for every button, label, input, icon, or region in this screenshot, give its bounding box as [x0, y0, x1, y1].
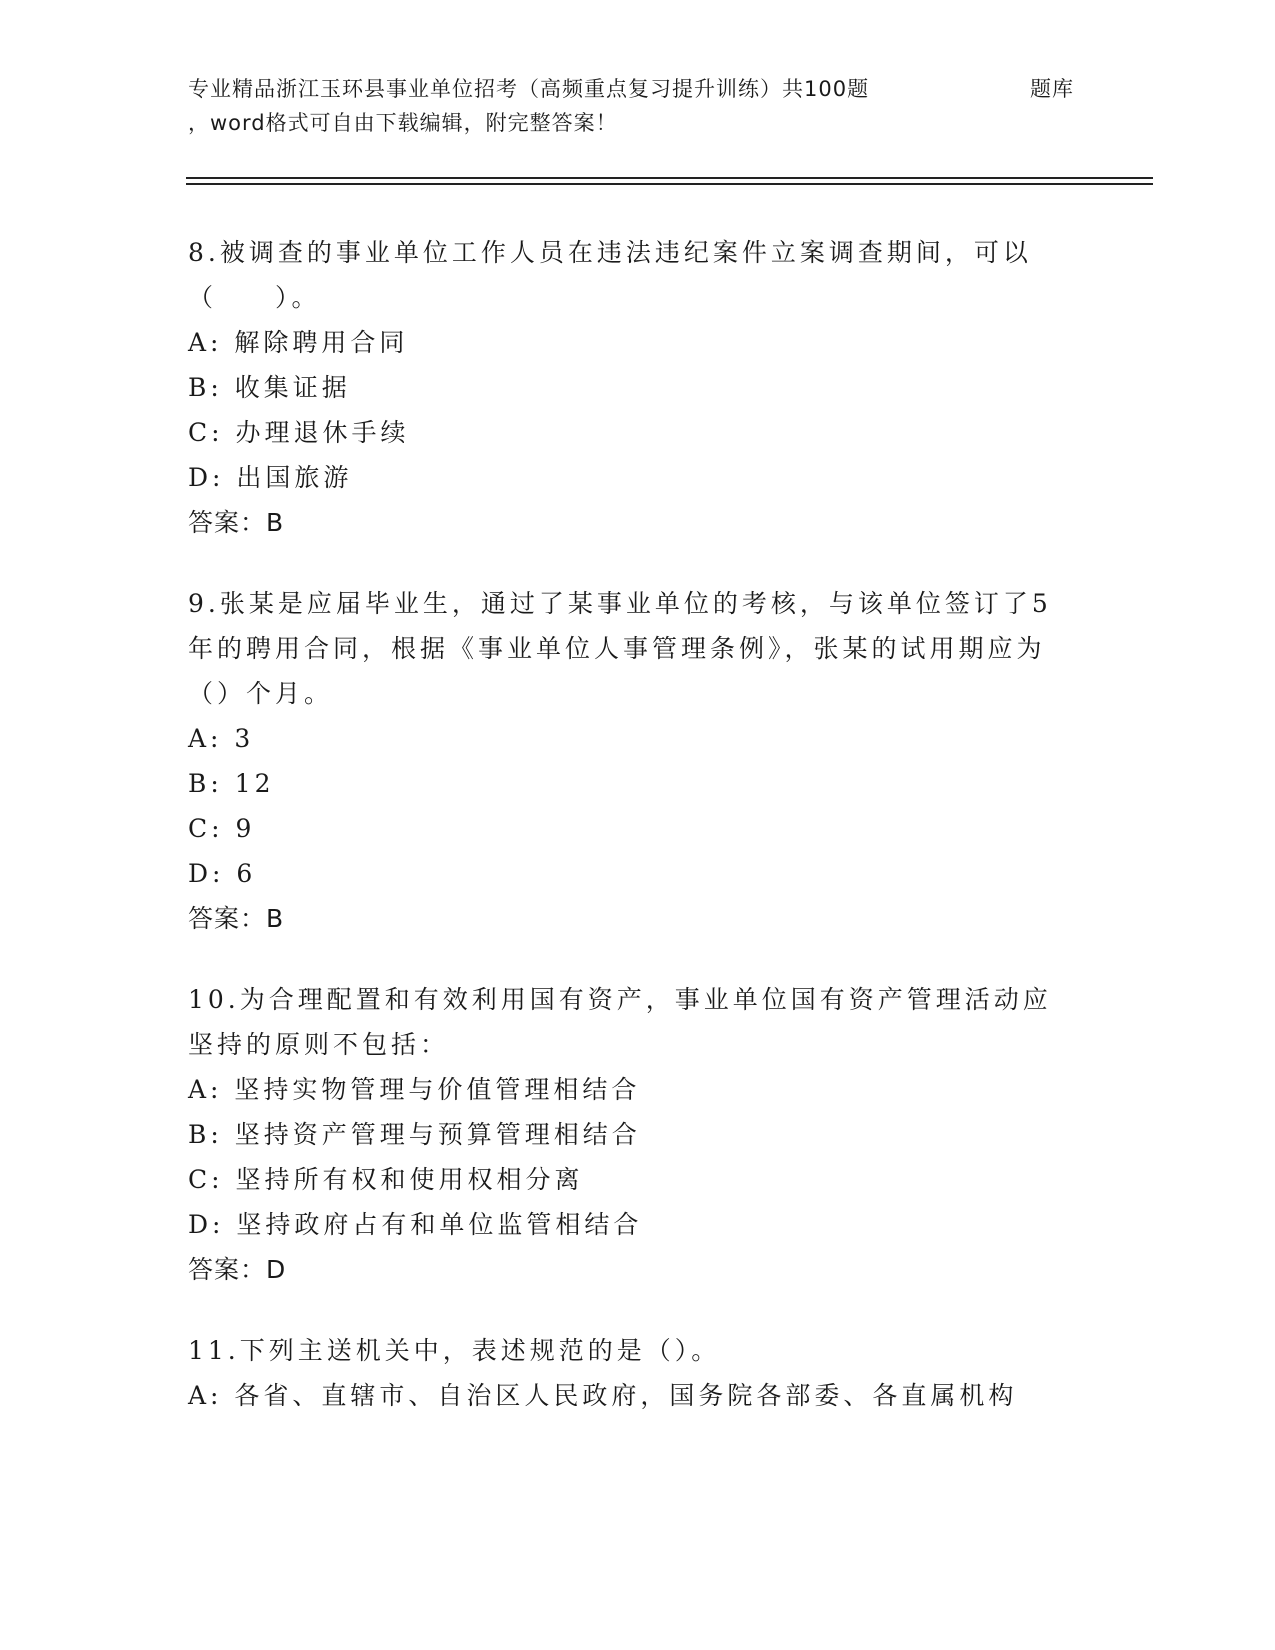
header-subtitle: ，word格式可自由下载编辑，附完整答案！ [188, 111, 618, 135]
option-a: A: 坚持实物管理与价值管理相结合 [188, 1075, 641, 1104]
question-list [188, 230, 1078, 1454]
question-stem: 11.下列主送机关中，表述规范的是（）。 [188, 1336, 721, 1365]
answer: 答案：B [188, 508, 285, 537]
question-10 [188, 977, 1078, 1292]
header-tag: 题库 [1030, 77, 1074, 101]
option-d: D: 出国旅游 [188, 463, 353, 492]
option-c: C: 办理退休手续 [188, 418, 410, 447]
question-stem: 10.为合理配置和有效利用国有资产，事业单位国有资产管理活动应坚持的原则不包括： [188, 985, 1052, 1059]
header-divider-bottom [186, 183, 1153, 185]
question-stem: 8.被调查的事业单位工作人员在违法违纪案件立案调查期间，可以（ ）。 [188, 238, 1032, 312]
option-a: A: 3 [188, 724, 255, 753]
option-a: A: 各省、直辖市、自治区人民政府，国务院各部委、各直属机构 [188, 1381, 1018, 1410]
option-b: B: 收集证据 [188, 373, 351, 402]
answer: 答案：D [188, 1255, 287, 1284]
question-9 [188, 581, 1078, 941]
option-d: D: 6 [188, 859, 257, 888]
answer: 答案：B [188, 904, 285, 933]
option-b: B: 12 [188, 769, 275, 798]
option-d: D: 坚持政府占有和单位监管相结合 [188, 1210, 643, 1239]
header-divider-top [186, 177, 1153, 179]
header-title: 专业精品浙江玉环县事业单位招考（高频重点复习提升训练）共100题 [188, 77, 870, 101]
question-8 [188, 230, 1078, 545]
option-c: C: 9 [188, 814, 256, 843]
option-b: B: 坚持资产管理与预算管理相结合 [188, 1120, 641, 1149]
option-c: C: 坚持所有权和使用权相分离 [188, 1165, 584, 1194]
option-a: A: 解除聘用合同 [188, 328, 409, 357]
document-header [188, 72, 1148, 140]
question-11 [188, 1328, 1078, 1418]
question-stem: 9.张某是应届毕业生，通过了某事业单位的考核，与该单位签订了5年的聘用合同，根据《事业单位人事管理条例》，张某的试用期应为（）个月。 [188, 589, 1052, 708]
